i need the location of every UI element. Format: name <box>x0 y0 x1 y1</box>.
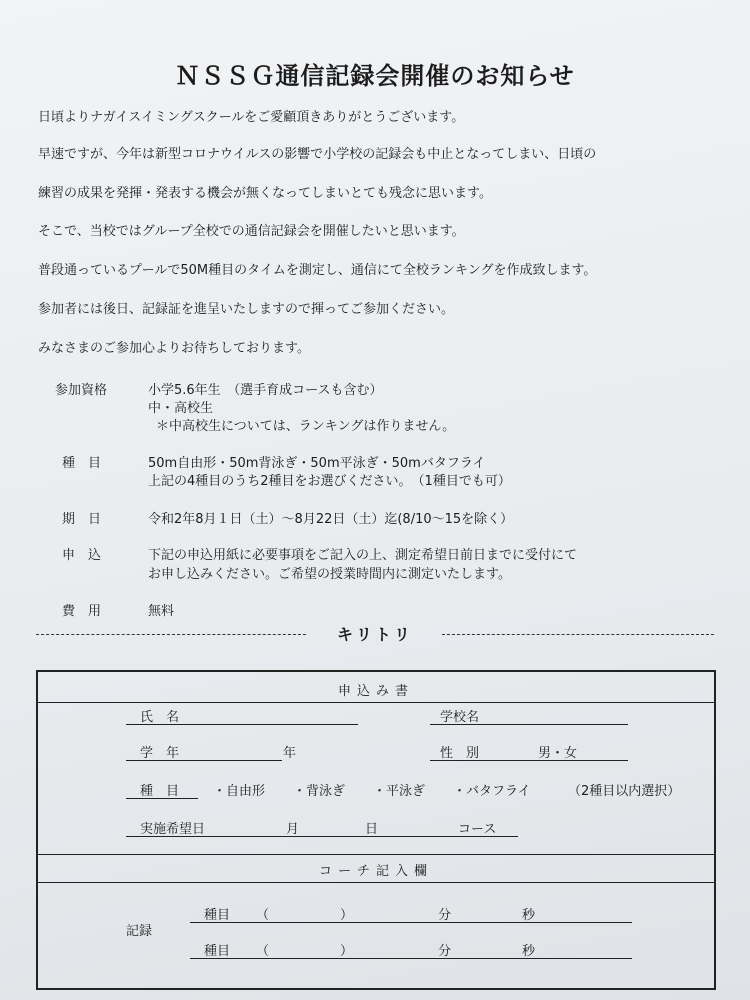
record-field[interactable] <box>190 922 632 923</box>
event-option-freestyle[interactable]: ・自由形 <box>213 784 266 799</box>
school-label: 学校名 <box>440 710 480 725</box>
paragraph-greeting: 日頃よりナガイスイミングスクールをご愛顧頂きありがとうございます。 <box>38 110 465 125</box>
day-unit: 日 <box>365 822 379 837</box>
eligibility-label: 参加資格 <box>55 383 108 398</box>
date-field[interactable] <box>126 836 518 837</box>
gender-underline <box>430 760 628 761</box>
events-label: 種 目 <box>62 456 102 471</box>
paragraph-line: 普段通っているプールで50M種目のタイムを測定し、通信にて全校ランキングを作成致します。 <box>38 263 597 278</box>
paragraph-line: 練習の成果を発揮・発表する機会が無くなってしまいとても残念に思います。 <box>38 186 492 201</box>
apply-line: 下記の申込用紙に必要事項をご記入の上、測定希望日前日までに受付にて <box>148 548 578 563</box>
paragraph-closing: みなさまのご参加心よりお待ちしております。 <box>38 341 310 356</box>
grade-label: 学 年 <box>140 746 180 761</box>
page-title: ＮＳＳＧ通信記録会開催のお知らせ <box>175 62 575 90</box>
form-divider <box>38 882 714 883</box>
grade-unit: 年 <box>283 746 297 761</box>
school-field[interactable] <box>430 724 628 725</box>
eligibility-line: 小学5.6年生 （選手育成コースも含む） <box>148 383 383 398</box>
record-minute-unit: 分 <box>438 944 452 959</box>
events-line: 50m自由形・50m背泳ぎ・50m平泳ぎ・50mバタフライ <box>148 456 486 471</box>
record-minute-unit: 分 <box>438 908 452 923</box>
apply-line: お申し込みください。ご希望の授業時間内に測定いたします。 <box>148 567 511 582</box>
event-note: （2種目以内選択） <box>568 784 681 799</box>
form-divider <box>38 854 714 855</box>
paragraph-line: そこで、当校ではグループ全校での通信記録会を開催したいと思います。 <box>38 224 465 239</box>
cut-line-right <box>442 634 714 635</box>
period-value: 令和2年8月１日（土）～8月22日（土）迄(8/10～15を除く） <box>148 512 514 527</box>
application-form <box>36 670 716 990</box>
cut-line-label: キリトリ <box>336 625 413 644</box>
apply-label: 申 込 <box>62 548 102 563</box>
course-label: コース <box>458 822 497 837</box>
event-underline <box>126 798 198 799</box>
eligibility-note: ＊中高校生については、ランキングは作りません。 <box>156 419 456 434</box>
coach-heading: コーチ記入欄 <box>318 864 433 879</box>
event-option-breaststroke[interactable]: ・平泳ぎ <box>373 784 426 799</box>
form-divider <box>38 702 714 703</box>
gender-label: 性 別 <box>440 746 480 761</box>
date-label: 実施希望日 <box>140 822 206 837</box>
record-label: 記録 <box>126 924 153 939</box>
record-paren-open: （ <box>256 944 270 959</box>
paragraph-line: 早速ですが、今年は新型コロナウイルスの影響で小学校の記録会も中止となってしまい、日頃の <box>38 147 597 162</box>
record-second-unit: 秒 <box>522 908 536 923</box>
event-option-butterfly[interactable]: ・バタフライ <box>453 784 531 799</box>
name-field[interactable] <box>126 724 358 725</box>
record-field[interactable] <box>190 958 632 959</box>
name-label: 氏 名 <box>140 710 180 725</box>
fee-label: 費 用 <box>62 604 102 619</box>
record-paren-open: （ <box>256 908 270 923</box>
eligibility-line: 中・高校生 <box>148 401 214 416</box>
event-option-backstroke[interactable]: ・背泳ぎ <box>293 784 346 799</box>
paragraph-line: 参加者には後日、記録証を進呈いたしますので揮ってご参加ください。 <box>38 302 455 317</box>
events-line: 上記の4種目のうち2種目をお選びください。 （1種目でも可） <box>148 474 511 489</box>
record-event-label: 種目 <box>204 944 231 959</box>
gender-options[interactable]: 男・女 <box>538 746 578 761</box>
event-label: 種 目 <box>140 784 180 799</box>
record-paren-close: ） <box>340 908 354 923</box>
fee-value: 無料 <box>148 604 175 619</box>
grade-field[interactable] <box>126 760 282 761</box>
form-heading: 申込み書 <box>337 684 414 699</box>
record-paren-close: ） <box>340 944 354 959</box>
record-event-label: 種目 <box>204 908 231 923</box>
month-unit: 月 <box>286 822 300 837</box>
record-second-unit: 秒 <box>522 944 536 959</box>
period-label: 期 日 <box>62 512 102 527</box>
